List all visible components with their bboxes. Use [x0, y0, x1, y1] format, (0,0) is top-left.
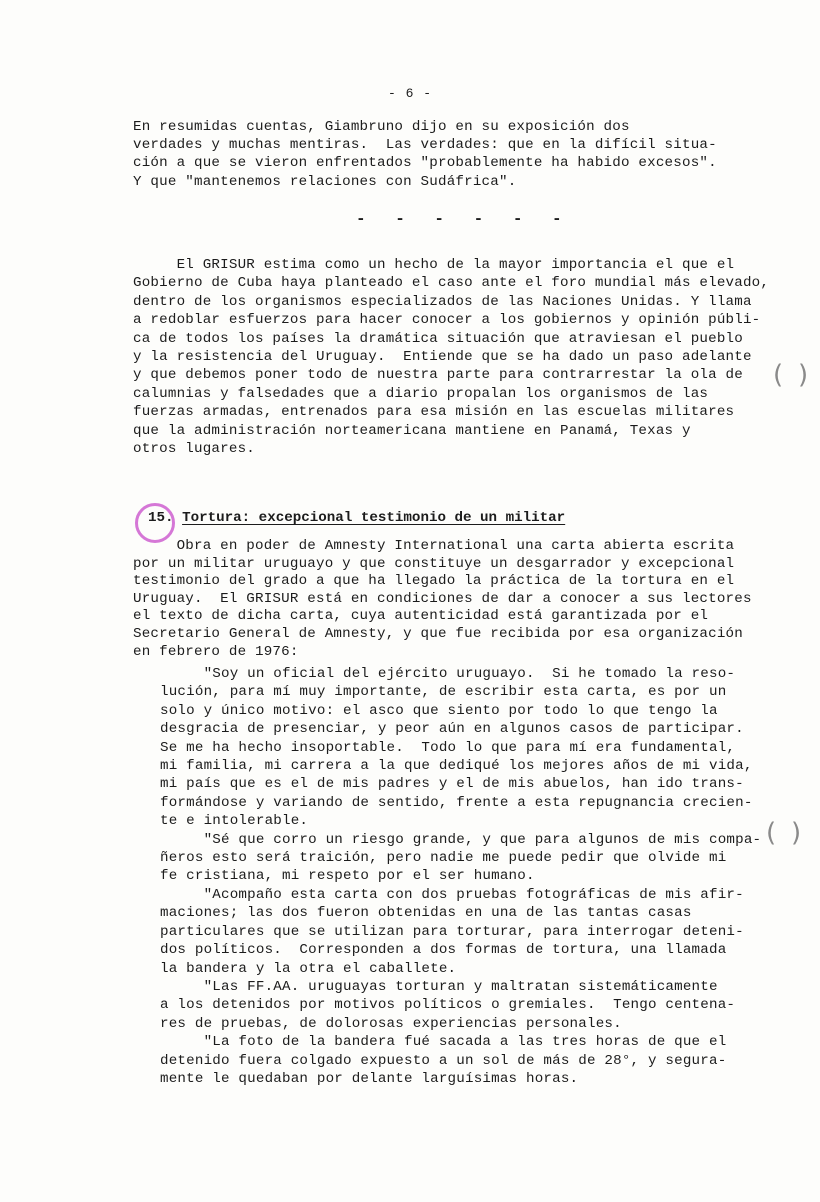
- paragraph-grisur-cuba: El GRISUR estima como un hecho de la mayor importancia el que el Gobierno de Cuba haya planteado el caso ante el foro mundial más elevado, dentro de los organismos especializados de las Naciones Unidas. Y llama a redoblar esfuerzos para hacer conocer a los gobiernos y opinión públi- ca de todos los países la dramática situación que atraviesan el pueblo y la resistencia del Uruguay. Entiende que se ha dado un paso adelante y que debemos poner todo de nuestra parte para contrarrestar la ola de calumnias y falsedades que a diario propalan los organismos de las fuerzas armadas, entrenados para esa misión en las escuelas militares que la administración norteamericana mantiene en Panamá, Texas y otros lugares.: [133, 257, 770, 458]
- section-heading: [148, 510, 565, 526]
- punch-hole-mark: (: [791, 818, 802, 848]
- page-number: - 6 -: [387, 86, 432, 101]
- punch-hole-mark: (: [798, 360, 809, 390]
- paragraph-giambruno: En resumidas cuentas, Giambruno dijo en su exposición dos verdades y muchas mentiras. Las verdades: que en la difícil situa- ción a que se vieron enfrentados "probablemente ha habido excesos". Y que "mantenemos relaciones con Sudáfrica".: [133, 119, 717, 190]
- punch-hole-mark: (: [766, 818, 777, 848]
- punch-hole-mark: (: [773, 360, 784, 390]
- section-number: 15.: [148, 510, 174, 526]
- section-separator: - - - - - -: [356, 210, 572, 228]
- section-title: Tortura: excepcional testimonio de un militar: [182, 510, 566, 526]
- paragraph-amnesty-letter: Obra en poder de Amnesty International una carta abierta escrita por un militar uruguayo y que constituye un desgarrador y excepcional testimonio del grado a que ha llegado la práctica de la tortura en el Uruguay. El GRISUR está en condiciones de dar a conocer a sus lectores el texto de dicha carta, cuya autenticidad está garantizada por el Secretario General de Amnesty, y que fue recibida por esa organización en febrero de 1976:: [133, 538, 752, 660]
- quoted-letter: "Soy un oficial del ejército uruguayo. Si he tomado la reso- lución, para mí muy importante, de escribir esta carta, es por un solo y único motivo: el asco que siento por todo lo que tengo la desgracia de presenciar, y peor aún en algunos casos de participar. Se me ha hecho insoportable. Todo lo que para mí era fundamental, mi familia, mi carrera a la que dediqué los mejores años de mi vida, mi país que es el de mis padres y el de mis abuelos, han ido trans- formándose y variando de sentido, frente a esta repugnancia crecien- te e intolerable. "Sé que corro un riesgo grande, y que para algunos de mis compa- ñeros esto será traición, pero nadie me puede pedir que olvide mi fe cristiana, mi respeto por el ser humano. "Acompaño esta carta con dos pruebas fotográficas de mis afir- maciones; las dos fueron obtenidas en una de las tantas casas particulares que se utilizan para torturar, para interrogar deteni- dos políticos. Corresponden a dos formas de tortura, una llamada la bandera y la otra el caballete. "Las FF.AA. uruguayas torturan y maltratan sistemáticamente a los detenidos por motivos políticos o gremiales. Tengo centena- res de pruebas, de dolorosas experiencias personales. "La foto de la bandera fué sacada a las tres horas de que el detenido fuera colgado expuesto a un sol de más de 28°, y segura- mente le quedaban por delante larguísimas horas.: [160, 666, 762, 1087]
